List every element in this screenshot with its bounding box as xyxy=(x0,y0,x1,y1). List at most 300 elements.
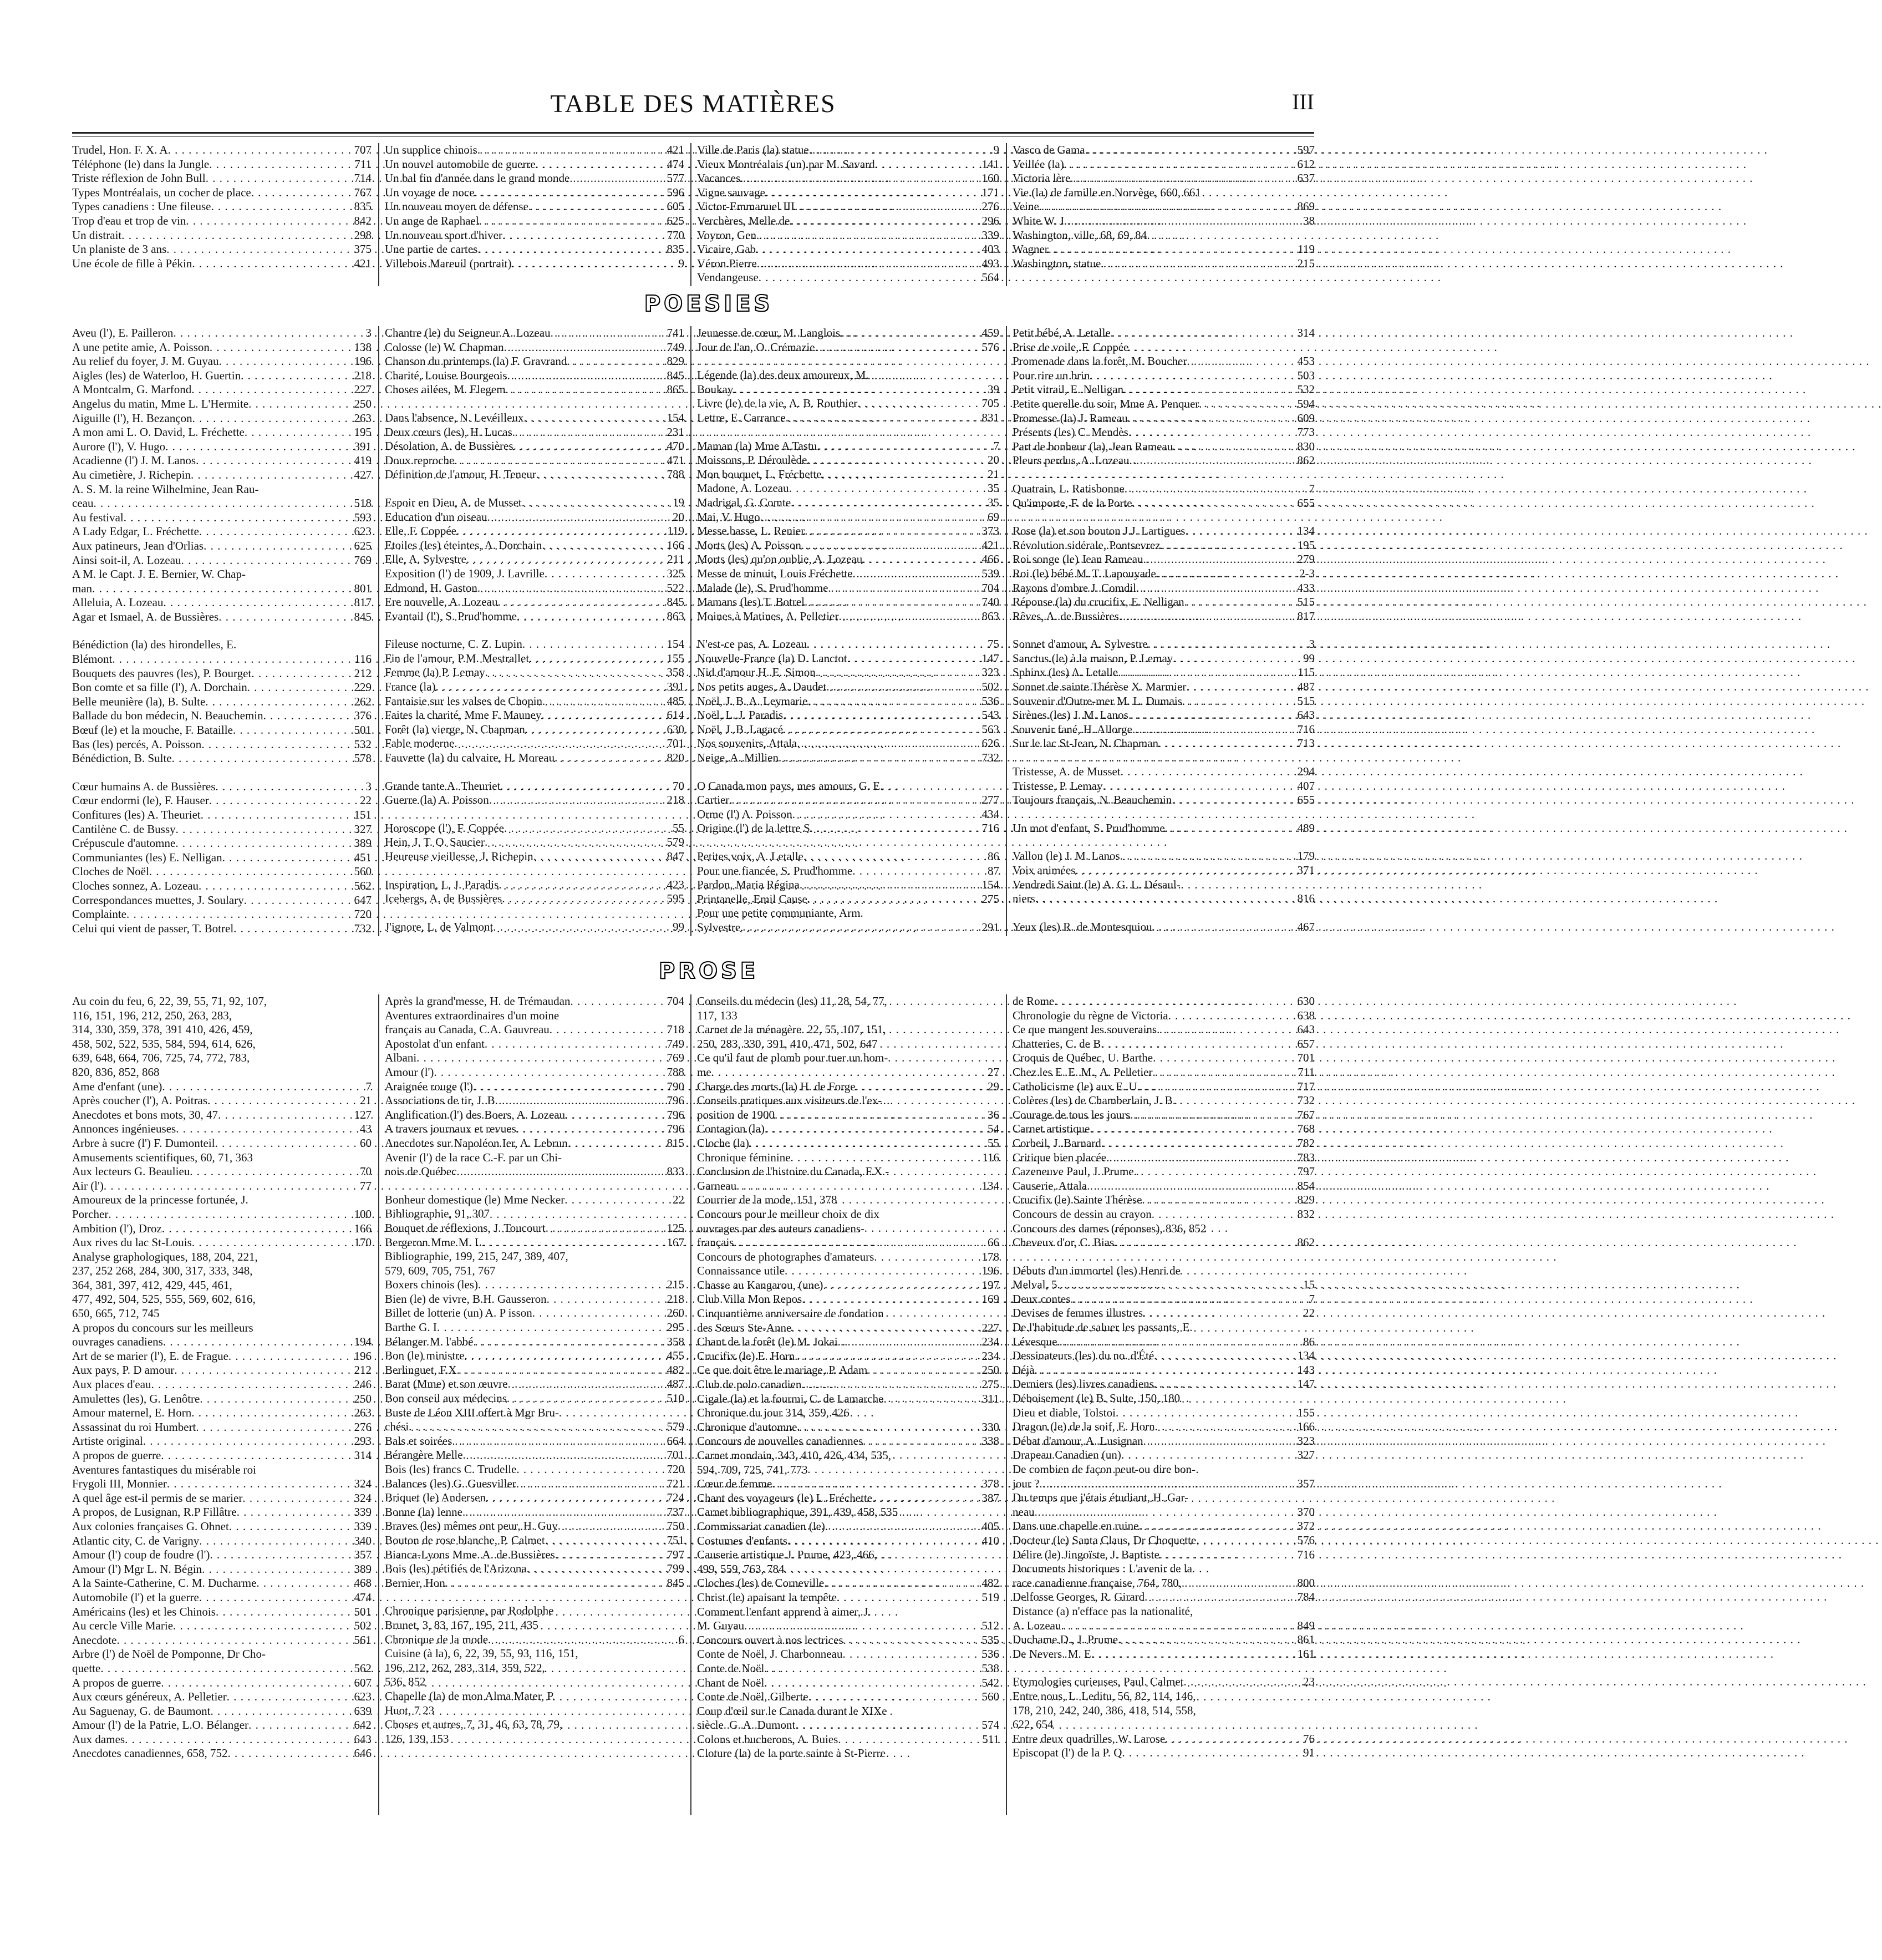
dot-leader xyxy=(729,793,979,808)
index-entry xyxy=(385,1108,684,1123)
entry-gap xyxy=(72,624,372,638)
dot-leader xyxy=(149,865,352,879)
dot-leader xyxy=(181,554,352,568)
entry-title: Un supplice chinois xyxy=(385,143,477,156)
dot-leader xyxy=(546,1221,665,1236)
entry-title: position de 1900 xyxy=(697,1108,775,1121)
entry-page-number: 797 xyxy=(667,1547,684,1561)
dot-leader xyxy=(862,552,979,567)
dot-leader xyxy=(1188,1491,1313,1505)
index-entry xyxy=(697,1051,999,1065)
index-entry xyxy=(72,638,372,652)
dot-leader xyxy=(801,1378,979,1392)
entry-page-number: 749 xyxy=(667,340,684,354)
entry-page-number: 421 xyxy=(354,256,372,270)
index-entry xyxy=(697,411,999,425)
index-entry xyxy=(72,539,372,554)
entry-title: Mamans (les) T. Botrel xyxy=(697,595,805,609)
entry-title: Espoir en Dieu, A. de Musset xyxy=(385,495,522,509)
dot-leader xyxy=(564,1193,670,1207)
entry-title: 314, 330, 359, 378, 391 410, 426, 459, xyxy=(72,1023,253,1037)
entry-title: Alleluia, A. Lozeau xyxy=(72,596,164,610)
entry-page-number: 373 xyxy=(981,524,999,538)
dot-leader xyxy=(464,1349,664,1363)
entry-page-number xyxy=(369,1647,372,1662)
entry-title: Billet de lotterie (un) A. P isson xyxy=(385,1306,532,1320)
index-entry xyxy=(1013,1222,1315,1236)
entry-page-number: 655 xyxy=(1297,793,1315,807)
dot-leader xyxy=(190,1165,358,1179)
entry-title: Assassinat du roi Humbert xyxy=(72,1420,196,1434)
entry-title: Barat (Mme) et son œuvre xyxy=(385,1377,508,1391)
dot-leader xyxy=(807,694,979,709)
entry-title: Moissons, P. Déroulède xyxy=(697,453,807,467)
entry-page-number: 597 xyxy=(1297,143,1315,156)
entry-title: Une école de fille à Pékin xyxy=(72,256,192,270)
entry-title: de Rome xyxy=(1013,994,1055,1008)
entry-page-number: 6 xyxy=(678,1632,684,1646)
dot-leader xyxy=(1184,1675,1301,1689)
entry-page-number: 29 xyxy=(988,1079,999,1093)
index-entry xyxy=(385,878,684,892)
entry-title: Catholicisme (le) aux E. U xyxy=(1013,1079,1137,1093)
index-entry xyxy=(1013,1604,1315,1619)
index-entry xyxy=(72,695,372,709)
dot-leader xyxy=(1181,1264,1313,1278)
index-entry xyxy=(72,667,372,681)
index-entry xyxy=(697,1179,999,1194)
dot-leader xyxy=(760,510,985,525)
entry-title: Aventures extraordinaires d'un moine xyxy=(385,1008,559,1022)
index-entry xyxy=(1013,552,1315,567)
dot-leader xyxy=(176,822,352,837)
entry-page-number: 357 xyxy=(1297,1476,1315,1490)
index-entry xyxy=(385,581,684,596)
entry-page-number: 784 xyxy=(1297,1590,1315,1604)
index-entry xyxy=(1013,354,1315,369)
dot-leader xyxy=(1145,1590,1295,1604)
entry-page-number: 642 xyxy=(354,1718,372,1732)
dot-leader xyxy=(242,1491,352,1506)
index-entry xyxy=(1013,454,1315,468)
entry-title: Dessinateurs (les) du no. d'Été xyxy=(1013,1349,1154,1363)
index-entry xyxy=(697,1449,999,1463)
index-entry xyxy=(697,1207,999,1222)
entry-page-number: 154 xyxy=(667,637,684,651)
index-entry xyxy=(72,1321,372,1336)
entry-page-number: 324 xyxy=(354,1477,372,1491)
index-entry xyxy=(385,793,684,808)
dot-leader xyxy=(838,1733,980,1747)
entry-page-number: 862 xyxy=(1297,454,1315,468)
index-entry xyxy=(697,637,999,652)
index-entry xyxy=(72,1647,372,1662)
entry-page-number xyxy=(369,1193,372,1207)
entry-title: Carnet bibliographique, 391, 439, 458, 535 xyxy=(697,1505,898,1519)
entry-title: A. Lozeau xyxy=(1013,1618,1061,1632)
dot-leader xyxy=(487,510,670,525)
dot-leader xyxy=(1070,1292,1306,1307)
entry-page-number: 609 xyxy=(1297,411,1315,425)
dot-leader xyxy=(824,1576,979,1591)
entry-page-number: 643 xyxy=(354,1732,372,1746)
entry-page-number: 250 xyxy=(354,1392,372,1405)
entry-page-number: 788 xyxy=(667,1065,684,1079)
entry-title: Hein, J. T. O. Saucier xyxy=(385,835,485,849)
dot-leader xyxy=(244,893,352,908)
entry-page-number: 179 xyxy=(1297,849,1315,863)
entry-title: Washington, ville, 68, 69, 84 xyxy=(1013,228,1147,242)
dot-leader xyxy=(199,525,352,539)
entry-page-number: 718 xyxy=(667,1023,684,1037)
dot-leader xyxy=(200,1392,352,1406)
entry-title: nois de Québec xyxy=(385,1165,457,1179)
entry-page-number: 701 xyxy=(667,1448,684,1462)
entry-title: Veillée (la) xyxy=(1013,157,1064,171)
index-entry xyxy=(697,242,999,257)
index-entry xyxy=(72,610,372,624)
index-entry xyxy=(385,610,684,624)
dot-leader xyxy=(545,1661,682,1675)
index-entry xyxy=(72,511,372,525)
index-entry xyxy=(697,496,999,510)
dot-leader xyxy=(477,143,665,158)
index-entry xyxy=(385,1151,684,1165)
dot-leader xyxy=(558,1519,665,1534)
entry-title: Noël, J. B. A. Leymarie xyxy=(697,694,808,708)
dot-leader xyxy=(1130,454,1295,468)
dot-leader xyxy=(578,1647,682,1661)
dot-leader xyxy=(1172,793,1295,808)
index-entry xyxy=(1013,524,1315,539)
entry-title: Annonces ingénieuses xyxy=(72,1122,176,1136)
index-entry xyxy=(697,1307,999,1321)
entry-page-number: 770 xyxy=(667,228,684,242)
index-entry xyxy=(1013,1094,1315,1108)
entry-title: Conclusion de l'histoire du Canada, F.X.- xyxy=(697,1165,889,1179)
page-title: TABLE DES MATIÈRES xyxy=(550,89,836,118)
entry-page-number: 87 xyxy=(988,864,999,877)
entry-page-number xyxy=(682,1689,684,1704)
index-entry xyxy=(1013,864,1315,878)
dot-leader xyxy=(1187,354,1295,369)
dot-leader xyxy=(783,708,979,723)
dot-leader xyxy=(1114,1236,1295,1250)
entry-gap xyxy=(1013,808,1315,821)
entry-page-number: 796 xyxy=(667,1122,684,1136)
entry-title: A une petite amie, A. Poisson xyxy=(72,340,210,354)
entry-page-number: 767 xyxy=(354,185,372,199)
index-entry xyxy=(697,1363,999,1378)
entry-page-number: 260 xyxy=(667,1306,684,1320)
entry-page-number: 3 xyxy=(365,779,372,793)
entry-page-number xyxy=(369,1321,372,1336)
entry-title: Nid d'amour H. E. Simon xyxy=(697,666,816,679)
entry-title: Elle, A. Sylvestre xyxy=(385,552,466,566)
entry-title: Pleurs perdus, A. Lozeau xyxy=(1013,454,1130,468)
entry-page-number xyxy=(682,1661,684,1675)
entry-page-number: 155 xyxy=(1297,1405,1315,1419)
dot-leader xyxy=(874,1250,979,1265)
entry-title: Cœur de femme xyxy=(697,1477,772,1491)
entry-title: Aux cœurs généreux, A. Pelletier xyxy=(72,1690,227,1704)
entry-title: Pour rire un brin xyxy=(1013,368,1090,382)
dot-leader xyxy=(174,1363,352,1378)
index-entry xyxy=(72,158,372,172)
index-entry xyxy=(385,1306,684,1321)
index-entry xyxy=(1013,214,1315,229)
index-column xyxy=(385,143,684,271)
entry-page-number: 170 xyxy=(354,1236,372,1250)
dot-leader xyxy=(1158,737,1295,751)
entry-title: Air (l') xyxy=(72,1179,104,1192)
entry-title: Balances (les) G. Guesviller xyxy=(385,1476,516,1490)
entry-page-number: 234 xyxy=(981,1349,999,1363)
index-entry xyxy=(697,864,999,879)
entry-page-number: 768 xyxy=(1297,1122,1315,1136)
entry-page-number: 358 xyxy=(667,1334,684,1348)
entry-title: Bernier, Hon xyxy=(385,1576,445,1590)
entry-title: ouvrages par des auteurs canadiens- xyxy=(697,1221,865,1235)
dot-leader xyxy=(232,1009,369,1023)
entry-title: Concours des dames (réponses), 836, 852 xyxy=(1013,1221,1207,1235)
entry-title: Moines à Matines, A. Pelletier xyxy=(697,609,839,623)
dot-leader xyxy=(757,257,980,271)
entry-title: Rêves, A. de Bussières xyxy=(1013,609,1119,623)
index-entry xyxy=(385,1136,684,1151)
dot-leader xyxy=(502,892,664,906)
entry-page-number: 562 xyxy=(354,1661,372,1675)
entry-page-number xyxy=(369,638,372,652)
index-entry xyxy=(1013,158,1315,172)
entry-title: Vie (la) de famille en Norvège, 660, 661 xyxy=(1013,185,1201,199)
index-entry xyxy=(697,821,999,836)
index-entry xyxy=(385,1349,684,1363)
index-entry xyxy=(697,383,999,397)
entry-page-number: 391 xyxy=(667,680,684,694)
entry-page-number: 847 xyxy=(667,850,684,863)
entry-title: Choses ailées, M. Elegem xyxy=(385,383,506,397)
entry-page-number: 578 xyxy=(354,751,372,765)
entry-page-number: 166 xyxy=(1297,1420,1315,1434)
column-divider xyxy=(690,994,691,1815)
index-entry xyxy=(72,709,372,723)
entry-page-number: 195 xyxy=(1297,538,1315,552)
dot-leader xyxy=(734,1236,985,1250)
dot-leader xyxy=(207,1094,358,1108)
entry-title: Courrier de la mode, 151, 378 xyxy=(697,1193,837,1207)
dot-leader xyxy=(823,1278,979,1293)
index-entry xyxy=(697,552,999,567)
entry-title: Cloche (la) xyxy=(697,1136,749,1150)
index-entry xyxy=(385,779,684,794)
dot-leader xyxy=(842,1647,979,1662)
dot-leader xyxy=(808,1463,998,1477)
dot-leader xyxy=(803,850,985,864)
dot-leader xyxy=(1143,1434,1295,1449)
dot-leader xyxy=(1173,1094,1295,1108)
entry-title: Cœur humains A. de Bussières xyxy=(72,779,216,793)
index-entry xyxy=(697,1080,999,1094)
index-entry xyxy=(72,808,372,822)
entry-page-number: 76 xyxy=(1303,1731,1315,1745)
entry-title: Fin de l'amour, P.M. Mestrallet xyxy=(385,651,530,665)
index-entry xyxy=(385,1264,684,1278)
entry-page-number xyxy=(1313,1392,1315,1406)
dot-leader xyxy=(822,468,985,482)
entry-page-number: 169 xyxy=(981,1292,999,1306)
index-entry xyxy=(385,680,684,694)
entry-title: Bibliographie, 91, 307 xyxy=(385,1207,490,1221)
entry-title: Pardon, Maria Régina xyxy=(697,878,800,892)
dot-leader xyxy=(898,1505,997,1520)
entry-title: Sirènes (les) J. M. Lanos xyxy=(1013,708,1128,722)
entry-page-number xyxy=(369,1307,372,1321)
dot-leader xyxy=(266,1647,369,1662)
entry-title: Aigles (les) de Waterloo, H. Guertin xyxy=(72,368,241,382)
index-entry xyxy=(1013,1023,1315,1037)
entry-title: Chant des voyageurs (le) L. Fréchette xyxy=(697,1491,873,1505)
index-entry xyxy=(1013,1576,1315,1591)
entry-page-number: 790 xyxy=(667,1079,684,1093)
index-entry xyxy=(385,1065,684,1080)
dot-leader xyxy=(1132,723,1295,737)
index-entry xyxy=(72,171,372,186)
index-entry xyxy=(1013,200,1315,214)
entry-page-number: 141 xyxy=(981,157,999,171)
index-entry xyxy=(385,1207,684,1221)
index-entry xyxy=(72,851,372,865)
index-entry xyxy=(385,1037,684,1052)
entry-page-number: 574 xyxy=(981,1718,999,1732)
entry-page-number: 212 xyxy=(354,1363,372,1377)
entry-title: Vieux Montréalais (un) par M. Savard xyxy=(697,157,875,171)
entry-title: Fable moderne xyxy=(385,737,455,750)
index-entry xyxy=(697,1222,999,1236)
dot-leader xyxy=(246,567,369,582)
dot-leader xyxy=(1085,143,1295,158)
index-entry xyxy=(1013,539,1315,553)
index-entry xyxy=(1013,1689,1315,1704)
dot-leader xyxy=(445,1576,665,1591)
entry-gap xyxy=(697,836,999,850)
entry-title: De l'habitude de saluer les passants, E. xyxy=(1013,1321,1193,1334)
entry-title: Berlinguet, F.X xyxy=(385,1363,457,1377)
entry-page-number xyxy=(369,1264,372,1278)
dot-leader xyxy=(889,1165,997,1179)
entry-page-number: 23 xyxy=(1303,1675,1315,1689)
index-entry xyxy=(72,525,372,539)
entry-title: Bouton de rose blanche, P. Calmet xyxy=(385,1533,545,1547)
dot-leader xyxy=(116,1633,352,1648)
entry-page-number: 277 xyxy=(981,793,999,807)
dot-leader xyxy=(196,454,352,468)
index-entry xyxy=(72,1591,372,1605)
entry-title: Confitures (les) A. Theuriet xyxy=(72,808,201,821)
header-rule-thin xyxy=(72,136,1314,137)
dot-leader xyxy=(853,567,980,581)
entry-page-number: 99 xyxy=(673,920,684,933)
index-entry xyxy=(1013,1179,1315,1194)
entry-page-number: 147 xyxy=(1297,1377,1315,1391)
entry-page-number: 21 xyxy=(360,1094,372,1108)
dot-leader xyxy=(258,483,369,497)
index-entry xyxy=(1013,1377,1315,1392)
dot-leader xyxy=(456,524,665,539)
entry-page-number: 215 xyxy=(667,1278,684,1292)
index-entry xyxy=(72,412,372,426)
entry-page-number: 9 xyxy=(993,143,999,156)
dot-leader xyxy=(545,567,665,581)
entry-page-number: 134 xyxy=(1297,1349,1315,1363)
entry-title: Arbre (l') de Noël de Pomponne, Dr Cho- xyxy=(72,1647,266,1661)
entry-page-number: 832 xyxy=(1297,1207,1315,1221)
dot-leader xyxy=(1182,1576,1295,1591)
entry-title: Cloture (la) de la porte sainte à St-Pierre xyxy=(697,1746,886,1760)
entry-page-number: 713 xyxy=(1297,737,1315,750)
page-number: III xyxy=(1292,89,1314,114)
entry-title: Trudel, Hon. F. X. A xyxy=(72,143,168,156)
dot-leader xyxy=(504,341,665,355)
entry-title: Légende (la) des deux amoureux, M. xyxy=(697,368,869,382)
dot-leader xyxy=(1196,1534,1295,1548)
dot-leader xyxy=(528,200,665,214)
dot-leader xyxy=(779,751,980,765)
entry-title: France (la) xyxy=(385,680,436,694)
entry-page-number: 276 xyxy=(354,1420,372,1434)
entry-title: Concours ouvert à nos lectrices xyxy=(697,1633,843,1647)
entry-page-number: 862 xyxy=(1297,1236,1315,1250)
index-entry xyxy=(72,440,372,454)
index-entry xyxy=(385,1335,684,1349)
entry-page-number xyxy=(369,1151,372,1165)
entry-title: Amusements scientifiques, 60, 71, 363 xyxy=(72,1150,253,1164)
entry-title: 196, 212, 262, 283, 314, 359, 522, xyxy=(385,1661,545,1674)
entry-title: Maman (la) Mme A Tastu xyxy=(697,439,817,453)
dot-leader xyxy=(800,878,980,892)
entry-title: Après coucher (l'), A. Poitras xyxy=(72,1094,208,1108)
entry-page-number: 9 xyxy=(678,256,684,270)
entry-page-number: 166 xyxy=(667,538,684,552)
dot-leader xyxy=(507,1392,665,1406)
entry-title: Ambition (l'), Droz xyxy=(72,1221,162,1235)
dot-leader xyxy=(1057,1278,1301,1292)
index-entry xyxy=(72,1023,372,1037)
index-entry xyxy=(697,1108,999,1123)
entry-title: 536, 852 xyxy=(385,1675,426,1689)
entry-page-number: 410 xyxy=(981,1534,999,1547)
index-entry xyxy=(697,1136,999,1151)
entry-page-number: 370 xyxy=(1297,1505,1315,1519)
index-entry xyxy=(1013,1534,1315,1548)
entry-title: Correspondances muettes, J. Soulary xyxy=(72,893,244,907)
entry-page-number xyxy=(682,1009,684,1023)
index-entry xyxy=(1013,186,1315,200)
entry-page-number: 7 xyxy=(993,439,999,453)
entry-page-number: 70 xyxy=(673,779,684,793)
dot-leader xyxy=(486,1491,665,1505)
entry-page-number: 799 xyxy=(667,1562,684,1576)
index-entry xyxy=(1013,1009,1315,1023)
entry-page-number: 563 xyxy=(981,722,999,736)
dot-leader xyxy=(192,412,352,426)
entry-title: Barthe G. I xyxy=(385,1321,437,1334)
index-entry xyxy=(1013,229,1315,243)
entry-page-number: 605 xyxy=(667,200,684,214)
index-entry xyxy=(385,1562,684,1576)
entry-page-number: 532 xyxy=(354,737,372,751)
dot-leader xyxy=(559,1009,682,1023)
